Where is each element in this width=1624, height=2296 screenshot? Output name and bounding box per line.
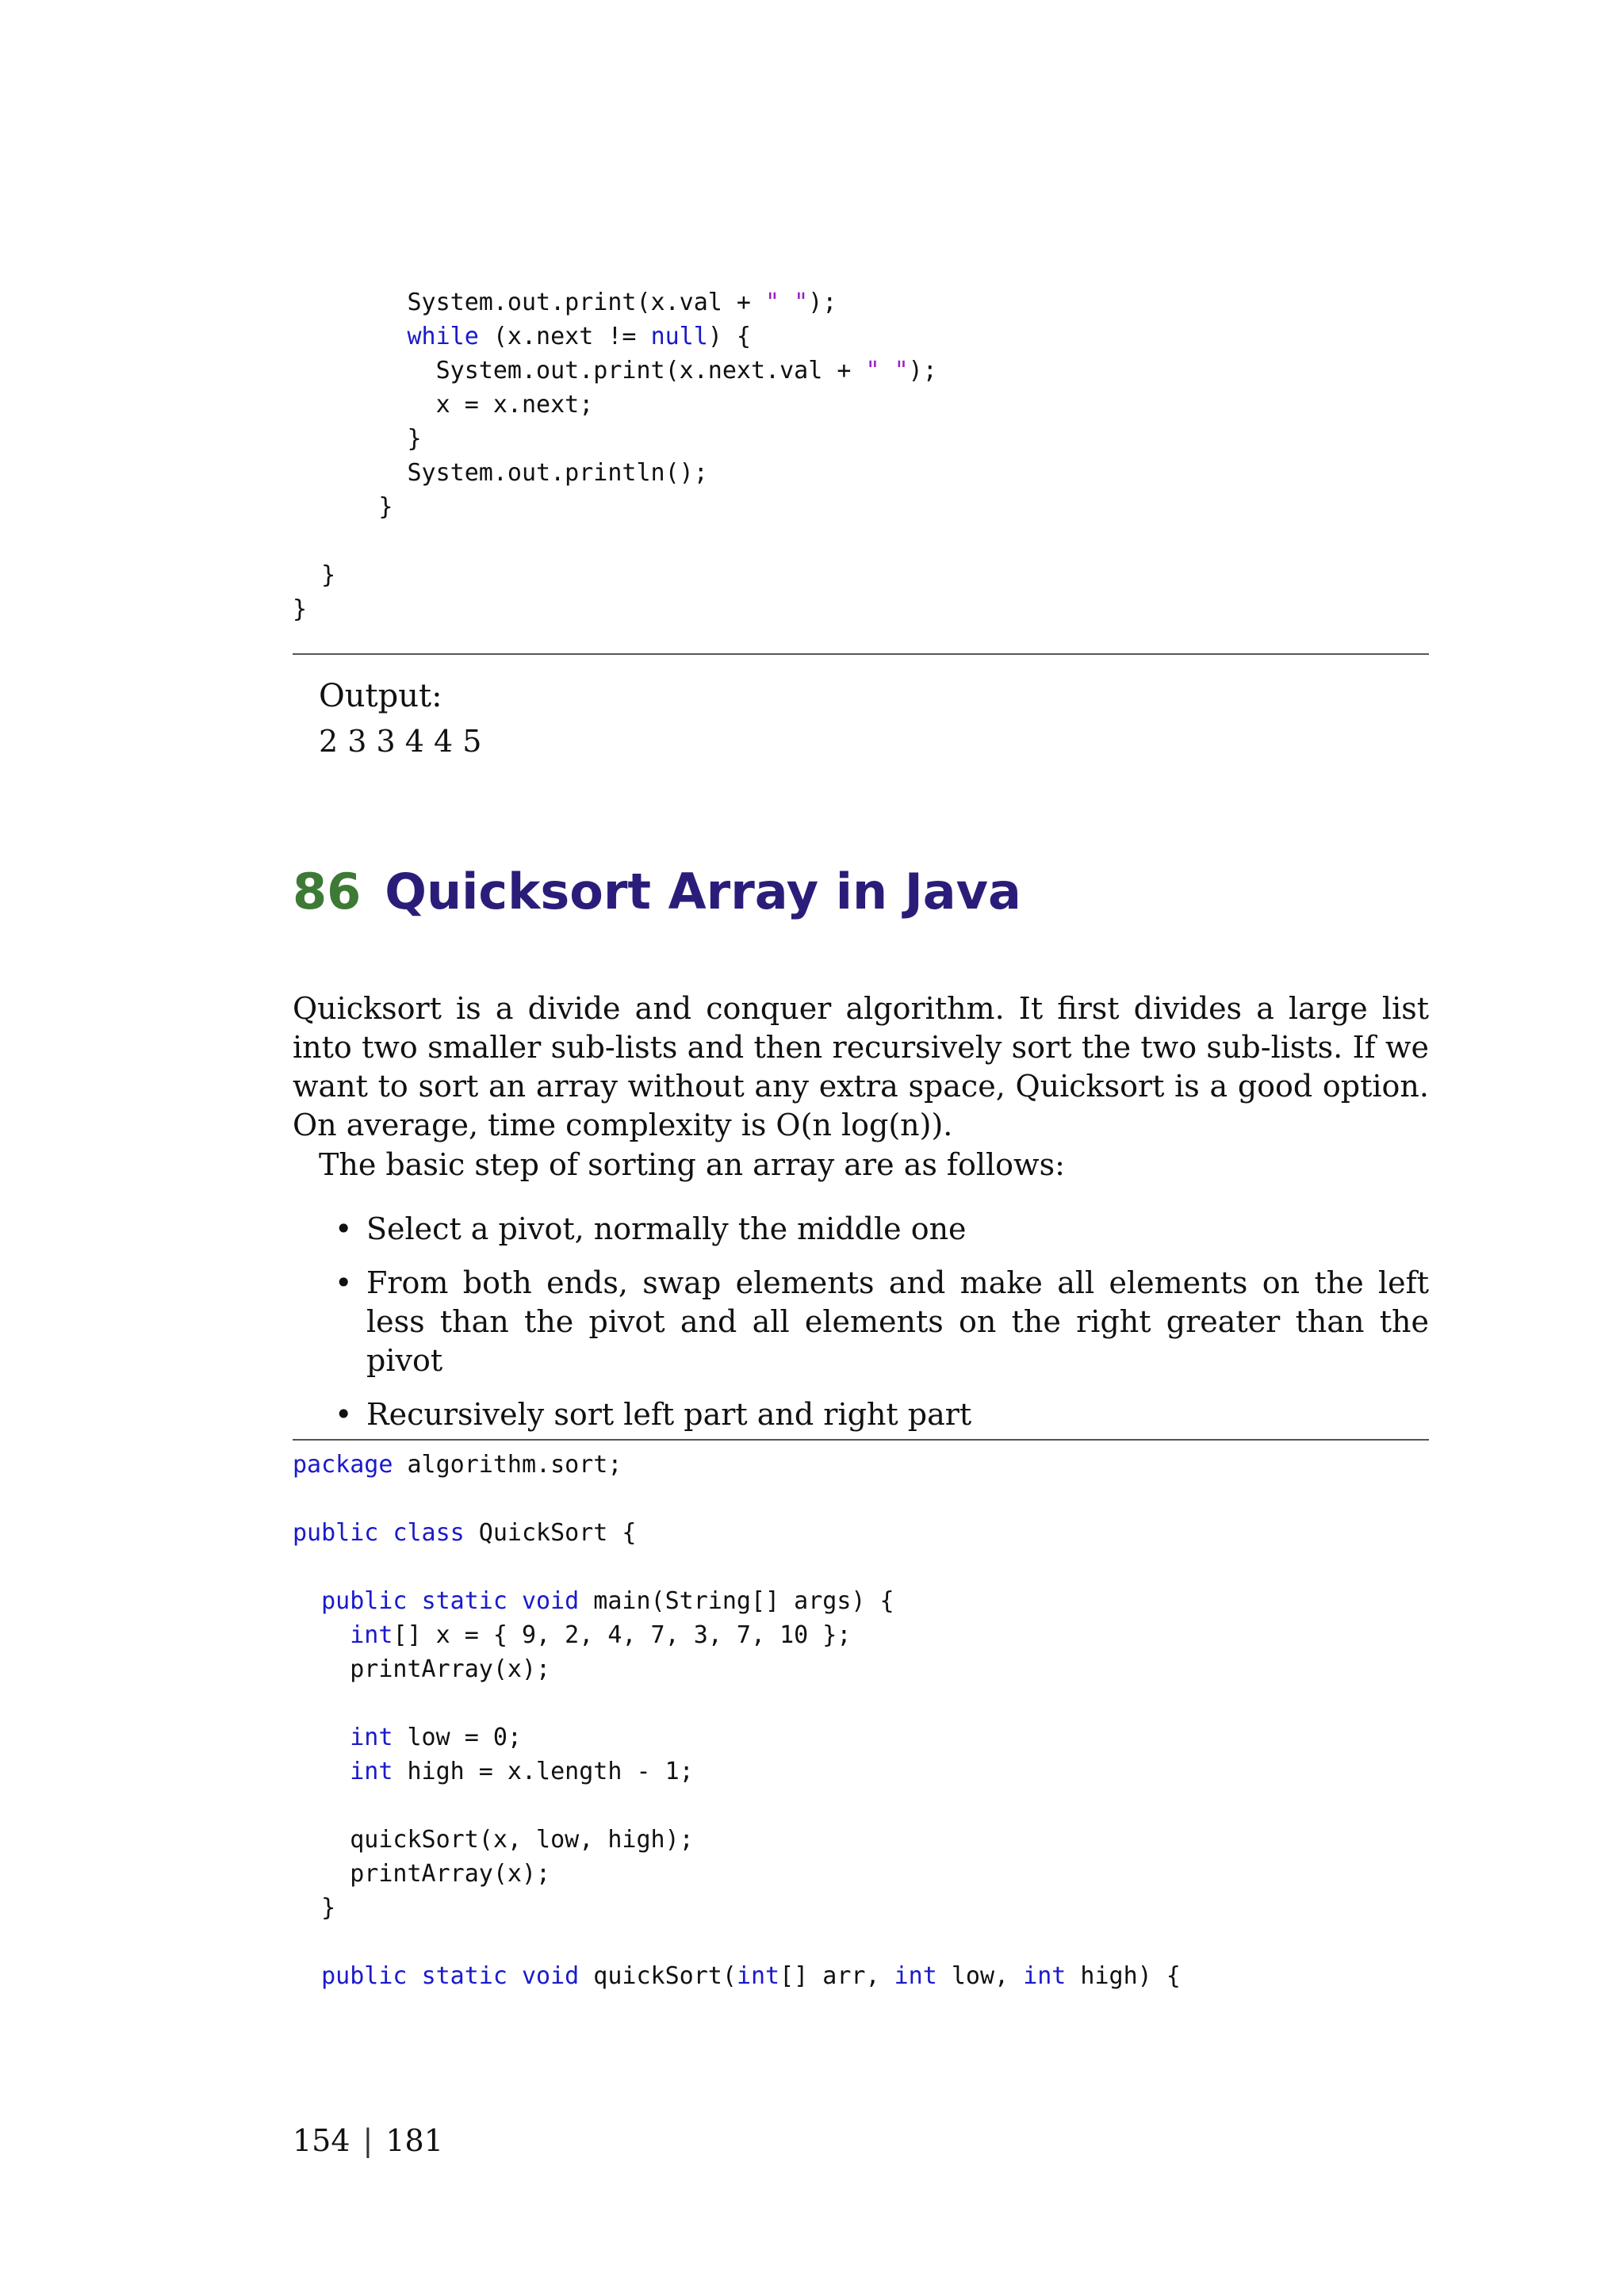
code-line [293, 1755, 1181, 1789]
code-text: ) { [707, 323, 751, 350]
page-separator: | [362, 2123, 373, 2158]
list-item-text: Select a pivot, normally the middle one [366, 1211, 967, 1246]
code-text: printArray(x); [293, 1860, 551, 1888]
code-text: main(String[] args) { [579, 1587, 894, 1615]
code-line [293, 1584, 1181, 1618]
code-keyword: while [407, 323, 479, 350]
code-text: x = x.next; [293, 391, 594, 419]
code-line [293, 354, 937, 388]
list-item [293, 1264, 1429, 1380]
code-string: " " [865, 357, 909, 385]
code-text: [] arr, [779, 1962, 894, 1990]
code-block-bottom-rule [293, 653, 1429, 655]
code-text: ); [808, 289, 837, 316]
output-value: 2 3 3 4 4 5 [319, 724, 482, 759]
code-text: ); [908, 357, 937, 385]
bullet-icon: • [335, 1211, 353, 1246]
code-line [293, 422, 937, 456]
section-heading [293, 860, 1021, 924]
code-line [293, 1652, 1181, 1686]
code-line [293, 1720, 1181, 1755]
code-text [293, 1962, 321, 1990]
code-line [293, 592, 937, 626]
code-keyword: int [894, 1962, 937, 1990]
code-text: printArray(x); [293, 1655, 551, 1683]
code-text [508, 1962, 522, 1990]
code-line [293, 558, 937, 592]
code-text: } [293, 561, 336, 589]
code-text: high = x.length - 1; [393, 1758, 694, 1785]
code-keyword: static [421, 1587, 508, 1615]
code-text: low = 0; [393, 1724, 522, 1751]
code-text [293, 323, 408, 350]
code-keyword: public [321, 1962, 408, 1990]
code-keyword: int [350, 1621, 393, 1649]
code-line [293, 285, 937, 320]
code-line [293, 1857, 1181, 1891]
code-text: quickSort( [579, 1962, 737, 1990]
code-keyword: package [293, 1451, 393, 1479]
code-line [293, 1686, 1181, 1720]
code-keyword: null [650, 323, 708, 350]
code-line [293, 1618, 1181, 1652]
code-line [293, 1823, 1181, 1857]
page-footer [293, 2121, 443, 2160]
code-text [408, 1587, 422, 1615]
code-block-print-method [293, 285, 937, 626]
code-text: high) { [1066, 1962, 1181, 1990]
code-text: } [293, 425, 422, 453]
code-keyword: int [736, 1962, 780, 1990]
code-keyword: int [350, 1724, 393, 1751]
code-keyword: public [293, 1519, 379, 1547]
code-line [293, 1891, 1181, 1925]
code-block-quicksort [293, 1448, 1181, 1993]
code-line [293, 1789, 1181, 1823]
code-line [293, 456, 937, 490]
code-text [378, 1519, 393, 1547]
code-keyword: void [522, 1587, 580, 1615]
output-label: Output: [319, 678, 442, 714]
code-keyword: public [321, 1587, 408, 1615]
bullet-icon: • [335, 1397, 353, 1432]
code-text: (x.next != [478, 323, 651, 350]
code-text [293, 1724, 350, 1751]
code-text [408, 1962, 422, 1990]
code-text: quickSort(x, low, high); [293, 1826, 694, 1854]
code-text: low, [936, 1962, 1024, 1990]
bullet-icon: • [335, 1265, 353, 1300]
code-line [293, 1550, 1181, 1584]
code-text: } [293, 493, 393, 521]
code-line [293, 320, 937, 354]
code-text: QuickSort { [464, 1519, 637, 1547]
code-line [293, 490, 937, 524]
code-string: " " [765, 289, 809, 316]
page-total: 181 [385, 2123, 443, 2158]
code-line [293, 388, 937, 422]
code-text: algorithm.sort; [393, 1451, 622, 1479]
code-text: System.out.print(x.next.val + [293, 357, 866, 385]
code-keyword: class [393, 1519, 465, 1547]
code-line [293, 1482, 1181, 1516]
code-line [293, 524, 937, 558]
code-text: System.out.print(x.val + [293, 289, 766, 316]
section-number: 86 [293, 863, 362, 920]
code-line [293, 1448, 1181, 1482]
list-item [293, 1210, 1429, 1249]
list-item [293, 1395, 1429, 1434]
steps-intro: The basic step of sorting an array are as follows: [319, 1147, 1065, 1182]
code-text: [] x = { 9, 2, 4, 7, 3, 7, 10 }; [393, 1621, 852, 1649]
code-keyword: int [1023, 1962, 1067, 1990]
steps-list [293, 1210, 1429, 1449]
code-text [293, 1587, 321, 1615]
page-number: 154 [293, 2123, 350, 2158]
code-block-top-rule [293, 1439, 1429, 1441]
code-line [293, 1959, 1181, 1993]
code-text: } [293, 595, 308, 623]
code-text: } [293, 1894, 336, 1922]
list-item-text: From both ends, swap elements and make all elements on the left less than the pivot and all elements on the right greater than the pivot [366, 1265, 1429, 1378]
code-text: System.out.println(); [293, 459, 708, 487]
intro-paragraph: Quicksort is a divide and conquer algorithm. It first divides a large list into two smaller sub-lists and then recursively sort the two sub-lists. If we want to sort an array without any extra space, Quicksort is a good option. On average, time complexity is O(n log(n)). [293, 991, 1429, 1142]
code-keyword: void [522, 1962, 580, 1990]
list-item-text: Recursively sort left part and right part [366, 1397, 972, 1432]
code-keyword: int [350, 1758, 393, 1785]
code-text [508, 1587, 522, 1615]
code-line [293, 1925, 1181, 1959]
code-line [293, 1516, 1181, 1550]
code-keyword: static [421, 1962, 508, 1990]
section-title: Quicksort Array in Java [385, 863, 1021, 920]
code-text [293, 1758, 350, 1785]
code-text [293, 1621, 350, 1649]
